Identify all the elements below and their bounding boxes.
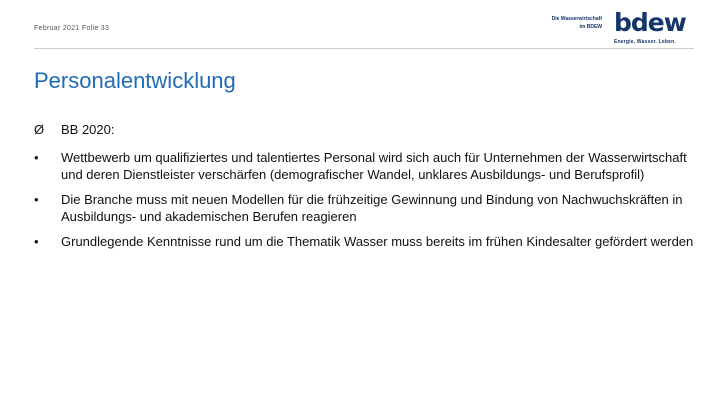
- logo-wordmark: bdew: [614, 8, 686, 37]
- header-divider: [34, 48, 694, 49]
- bullet-text: Die Branche muss mit neuen Modellen für die frühzeitige Gewinnung und Bindung von Nachwuchskräften in Ausbildungs- und akademischen Berufen reagieren: [61, 192, 683, 224]
- bullet-list: [34, 121, 694, 258]
- logo-slogan: Energie. Wasser. Leben.: [614, 39, 676, 45]
- bullet-item-branche: [34, 191, 694, 225]
- slide-meta: Februar 2021 Folie 33: [34, 25, 110, 32]
- slide-title: Personalentwicklung: [34, 68, 236, 93]
- dot-bullet-icon: •: [34, 192, 39, 207]
- dot-bullet-icon: •: [34, 150, 39, 165]
- tagline-line-2: im BDEW: [579, 24, 602, 30]
- arrow-bullet-icon: Ø: [34, 122, 45, 137]
- bullet-item-kenntnisse: [34, 233, 694, 250]
- bdew-logo: [614, 10, 686, 50]
- tagline: [512, 15, 602, 31]
- dot-bullet-icon: •: [34, 234, 39, 249]
- bullet-text: BB 2020:: [61, 122, 115, 137]
- bullet-text: Wettbewerb um qualifiziertes und talentiertes Personal wird sich auch für Unternehmen der Wasserwirtschaft und deren Dienstleister verschärfen (demografischer Wandel, unklares Ausbildungs- und Berufsprofil): [61, 150, 687, 182]
- tagline-line-1: Die Wasserwirtschaft: [551, 16, 602, 22]
- bullet-text: Grundlegende Kenntnisse rund um die Thematik Wasser muss bereits im frühen Kindesalter gefördert werden: [61, 234, 694, 249]
- bullet-item-wettbewerb: [34, 149, 694, 183]
- bullet-item-bb2020: [34, 121, 694, 138]
